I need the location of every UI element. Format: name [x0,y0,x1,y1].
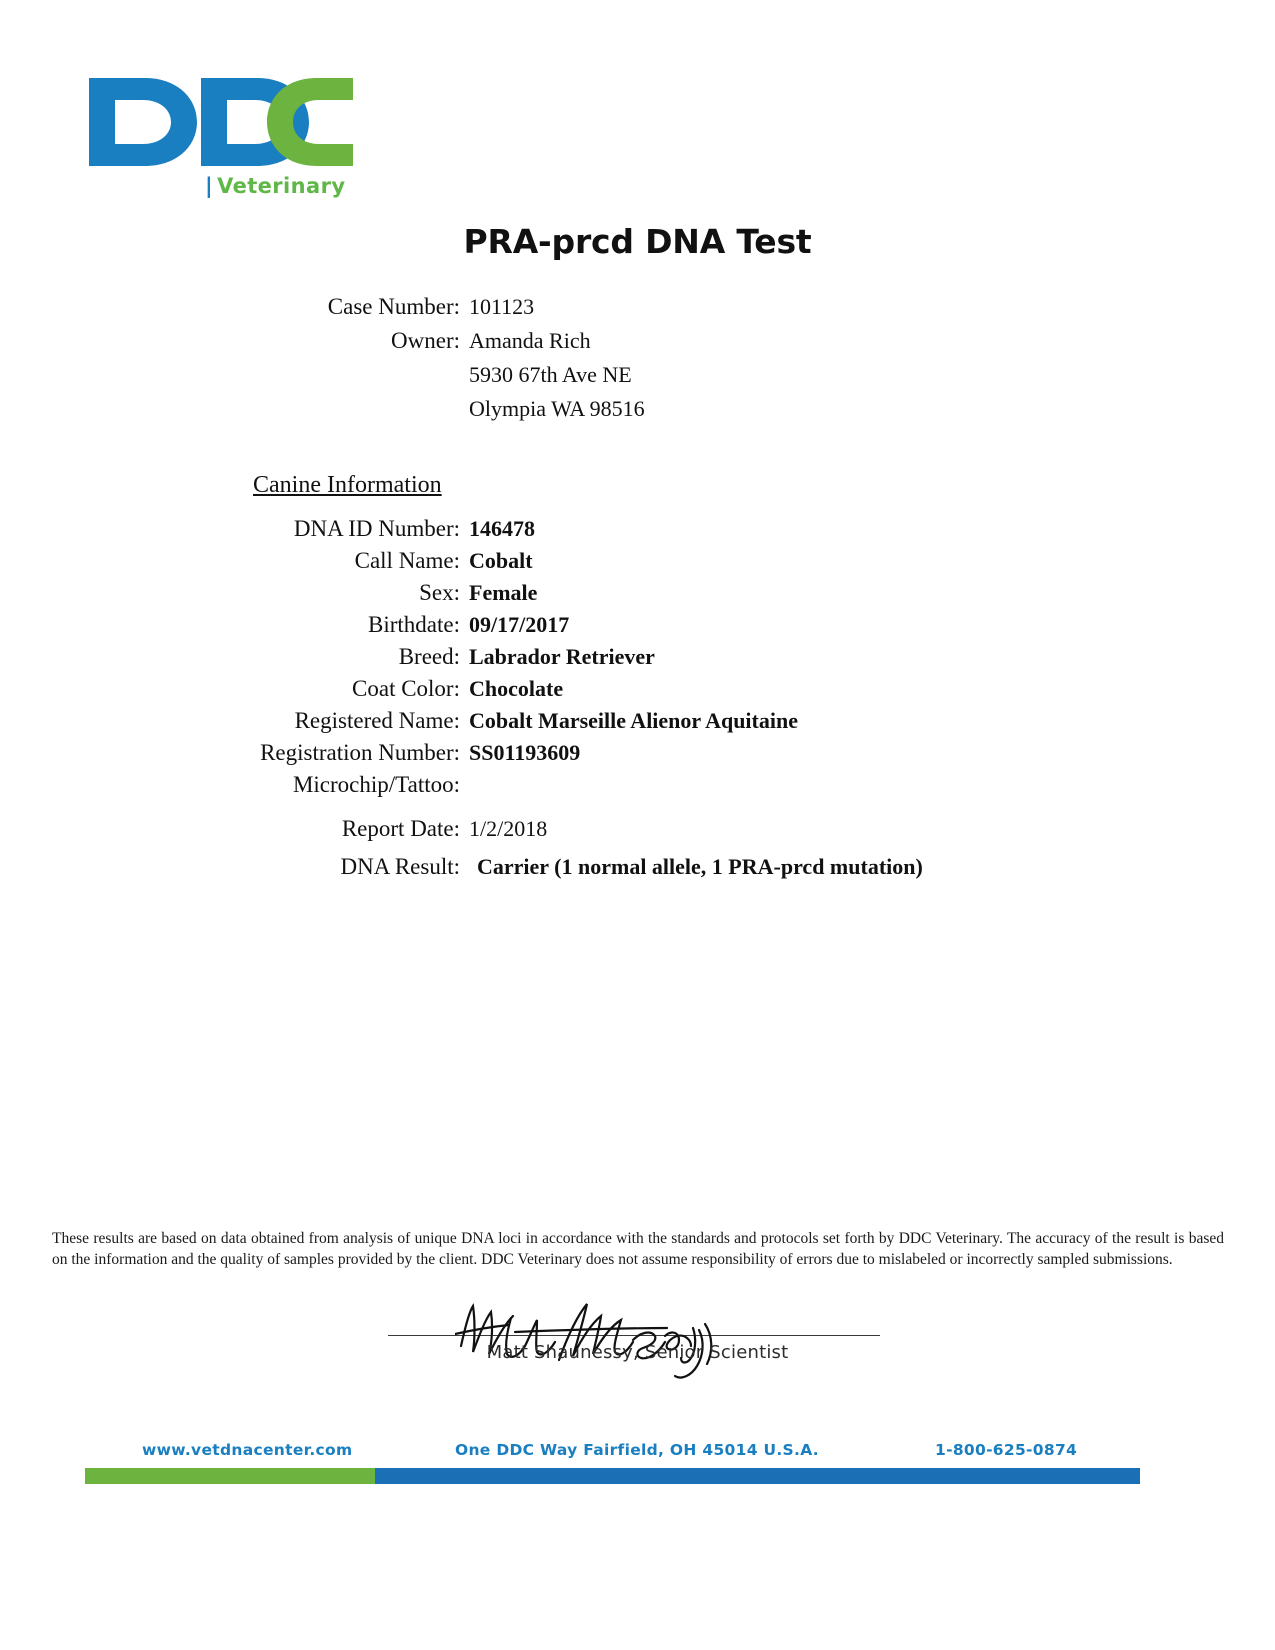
footer-bar-blue [375,1468,1140,1484]
canine-row [0,769,1275,801]
ddc-logo [85,72,355,198]
signature-icon [455,1294,835,1384]
case-number-value: 101123 [469,294,535,319]
registered-name-value: Cobalt Marseille Alienor Aquitaine [469,708,798,733]
dna-result-label: DNA Result: [340,854,460,879]
footer-contact [0,1441,1275,1465]
canine-row [0,641,1275,673]
registration-number-value: SS01193609 [469,740,581,765]
owner-row [0,324,1275,358]
case-number-label: Case Number: [327,294,460,319]
owner-street-row [0,358,1275,392]
canine-information-block [0,513,1275,801]
report-date-label: Report Date: [341,816,460,841]
logo-subtitle [85,174,355,198]
owner-street-value: 5930 67th Ave NE [469,362,632,387]
report-date-value: 1/2/2018 [469,816,548,841]
call-name-value: Cobalt [469,548,533,573]
owner-name-value: Amanda Rich [469,328,591,353]
canine-row [0,545,1275,577]
logo-subtitle-text: Veterinary [217,174,346,198]
registration-number-label: Registration Number: [260,740,460,765]
ddc-logo-mark [85,72,355,172]
canine-row [0,577,1275,609]
footer-address: One DDC Way Fairfield, OH 45014 U.S.A. [455,1441,819,1459]
dna-id-number-label: DNA ID Number: [293,516,460,541]
canine-row [0,673,1275,705]
birthdate-value: 09/17/2017 [469,612,570,637]
page-title: PRA-prcd DNA Test [463,222,812,261]
footer-color-bar [85,1468,1140,1484]
canine-row [0,609,1275,641]
coat-color-value: Chocolate [469,676,564,701]
coat-color-label: Coat Color: [352,676,460,701]
dna-result-row [0,848,1275,886]
owner-label: Owner: [391,328,460,353]
sex-label: Sex: [419,580,460,605]
signature-name-title: Matt Shaunessy, Senior Scientist [486,1342,789,1363]
report-date-row [0,810,1275,848]
case-number-row [0,290,1275,324]
footer-website[interactable]: www.vetdnacenter.com [142,1441,353,1459]
canine-row [0,737,1275,769]
canine-information-heading: Canine Information [253,472,442,498]
canine-row [0,705,1275,737]
footer-phone: 1-800-625-0874 [935,1441,1078,1459]
breed-value: Labrador Retriever [469,644,655,669]
call-name-label: Call Name: [354,548,460,573]
canine-row [0,513,1275,545]
sex-value: Female [469,580,538,605]
breed-label: Breed: [398,644,460,669]
header-info-block [0,290,1275,426]
footer-bar-green [85,1468,375,1484]
dna-id-number-value: 146478 [469,516,535,541]
disclaimer-text: These results are based on data obtained from analysis of unique DNA loci in accordance with the standards and protocols set forth by DDC Veterinary. The accuracy of the result is based on the information and the quality of samples provided by the client. DDC Veterinary does not assume responsibility of errors due to mislabeled or incorrectly sampled submissions. [52,1230,1224,1268]
owner-citystatezip-value: Olympia WA 98516 [469,396,645,421]
registered-name-label: Registered Name: [294,708,460,733]
dna-result-value: Carrier (1 normal allele, 1 PRA-prcd mutation) [477,854,923,879]
logo-divider: | [205,174,214,198]
owner-citystate-row [0,392,1275,426]
birthdate-label: Birthdate: [368,612,460,637]
report-result-block [0,810,1275,886]
microchip-tattoo-label: Microchip/Tattoo: [292,772,460,797]
